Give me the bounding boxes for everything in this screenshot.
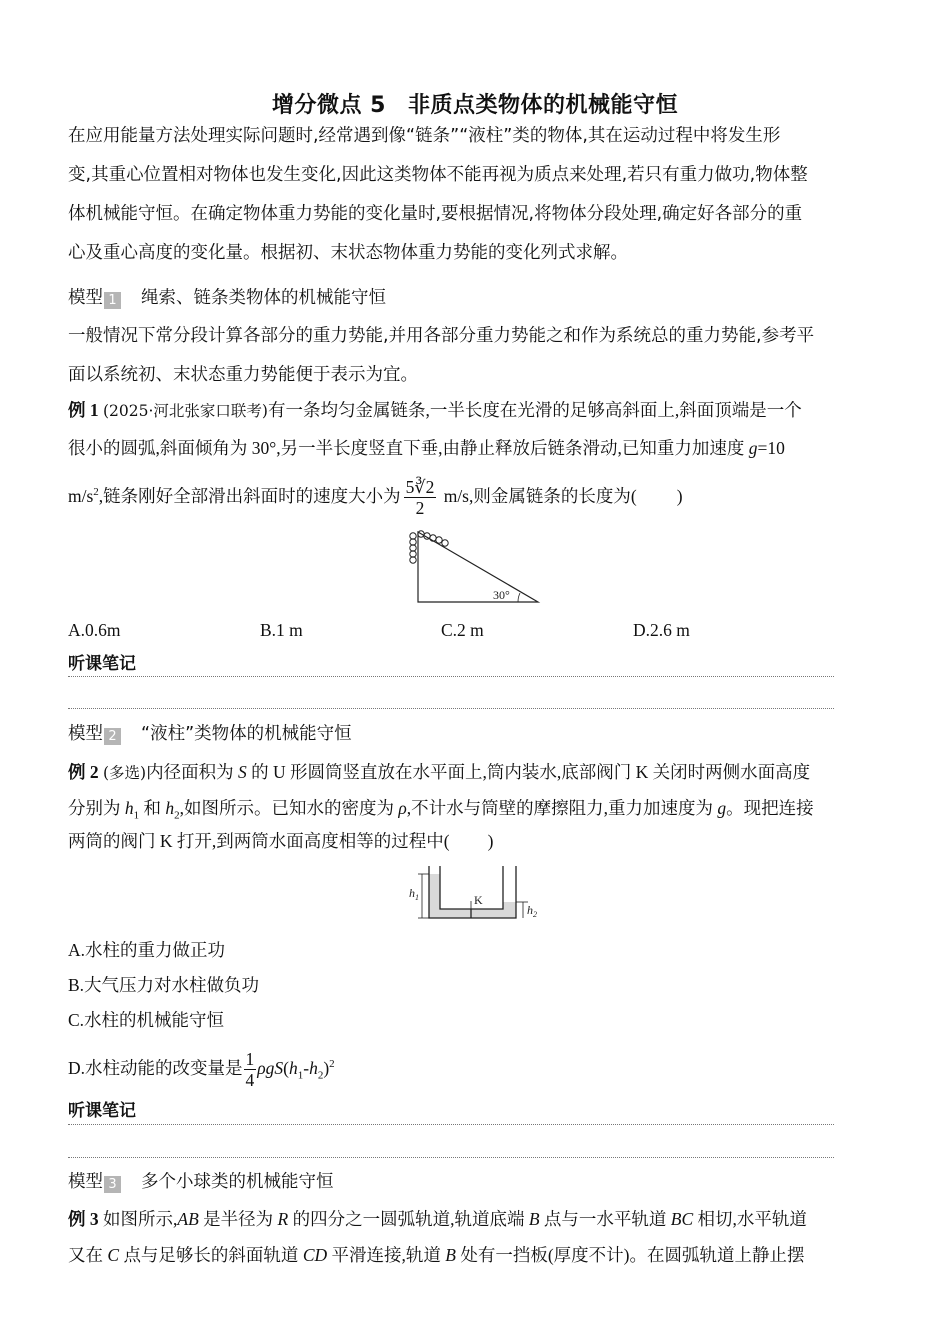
example-text: 点与一水平轨道 [539,1209,671,1229]
example-text: 内径面积为 [146,762,238,782]
example-source: (2025·河北张家口联考) [103,402,268,420]
example-text: 又在 [68,1245,108,1265]
h1-label: $h_1$ [409,886,419,902]
var-AB: AB [177,1209,199,1229]
option-b: B.1 m [260,620,303,640]
example-text: 平滑连接,轨道 [327,1245,446,1265]
example-text: 和 [139,798,166,818]
var-C: C [107,1245,120,1265]
intro-paragraph [68,117,886,273]
model-title: “液柱”类物体的机械能守恒 [141,724,352,744]
example2-line1 [68,760,810,785]
example-text: =10 [757,438,785,458]
superscript: 2 [329,1058,335,1070]
model-label: 模型 [68,724,103,744]
h2-label: $h_2$ [527,903,537,919]
example1-line3 [68,472,683,518]
var-g: g [717,798,727,818]
example-text: m/s,则金属链条的长度为( [439,485,637,506]
model1-heading [68,286,386,310]
var-CD: CD [302,1245,328,1265]
example-tag: (多选) [103,764,147,782]
example-text: ,链条刚好全部滑出斜面时的速度大小为 [98,485,401,506]
example3-line1 [68,1207,807,1231]
example-text: ) [676,485,683,506]
example1-line2 [68,436,785,460]
u-tube-diagram [404,864,546,924]
notes-line [68,1124,834,1125]
subscript: 1 [133,809,140,822]
example-text: m/s [68,485,94,506]
incline-chain-diagram [400,526,545,606]
var-S: S [237,762,247,782]
example1-line1 [68,398,802,423]
intro-line: 变,其重心位置相对物体也发生变化,因此这类物体不能再视为质点来处理,若只有重力做功,物体整 [68,165,808,185]
notes-line [68,1157,834,1158]
model-title: 绳索、链条类物体的机械能守恒 [141,288,386,308]
intro-line: 体机械能守恒。在确定物体重力势能的变化量时,要根据情况,将物体分段处理,确定好各部分的重 [68,204,803,224]
valve-label: K [474,893,483,907]
example-text: 的 U 形圆筒竖直放在水平面上,筒内装水,底部阀门 K 关闭时两侧水面高度 [246,762,811,782]
var-h: h [309,1057,318,1078]
chain-links [410,531,448,563]
example-text: 两筒的阀门 K 打开,到两筒水面高度相等的过程中( [68,831,450,851]
speed-fraction [404,477,437,518]
notes-line [68,708,834,709]
fraction-denominator: 4 [245,1070,255,1091]
example-label: 例 2 [68,762,99,782]
desc-line: 面以系统初、末状态重力势能便于表示为宜。 [68,365,418,385]
example-label: 例 3 [68,1209,99,1229]
option-d [68,1044,335,1095]
example-text: 有一条均匀金属链条,一半长度在光滑的足够高斜面上,斜面顶端是一个 [267,400,802,420]
quarter-fraction [244,1049,257,1090]
example2-line3 [68,829,493,853]
fraction-numerator: 5∛2 [405,477,435,498]
notes-line [68,676,834,677]
example-text: 处有一挡板(厚度不计)。在圆弧轨道上静止摆 [455,1245,805,1265]
title-sub: 非质点类物体的机械能守恒 [407,93,678,118]
model1-description [68,317,886,395]
minus: - [303,1057,310,1078]
model-label: 模型 [68,288,103,308]
example-text: 很小的圆弧,斜面倾角为 30°,另一半长度竖直下垂,由静止释放后链条滑动,已知重力加速度 [68,438,749,458]
option-text: D.水柱动能的改变量是 [68,1057,243,1078]
var-h: h [165,798,175,818]
example-text: 。现把连接 [726,798,814,818]
subscript: 2 [317,1069,324,1082]
example-text: 是半径为 [198,1209,278,1229]
paren: ) [323,1057,330,1078]
intro-line: 在应用能量方法处理实际问题时,经常遇到像“链条”“液柱”类的物体,其在运动过程中将发生形 [68,126,781,146]
example-text: 分别为 [68,798,125,818]
option-a: A.水柱的重力做正功 [68,940,226,960]
var-rho: ρ [398,798,407,818]
example-text: ) [487,831,494,851]
option-c: C.2 m [441,620,484,640]
fraction-denominator: 2 [415,498,425,519]
option-b: B.大气压力对水柱做负功 [68,975,260,995]
angle-arc [518,593,520,602]
model-number-badge: 1 [104,292,121,309]
option-c: C.水柱的机械能守恒 [68,1010,225,1030]
option-d: D.2.6 m [633,620,690,640]
example2-line2 [68,796,814,828]
model-title: 多个小球类的机械能守恒 [141,1172,334,1192]
example-text: 点与足够长的斜面轨道 [119,1245,303,1265]
model3-heading [68,1170,334,1194]
model-number-badge: 2 [104,728,121,745]
superscript: 2 [93,486,99,498]
var-R: R [277,1209,289,1229]
var-BC: BC [670,1209,694,1229]
model-number-badge: 3 [104,1176,121,1193]
incline-triangle [418,532,538,602]
notes-label: 听课笔记 [68,654,136,674]
example3-line2 [68,1243,804,1267]
example-text: ,如图所示。已知水的密度为 [179,798,399,818]
model2-heading [68,722,352,746]
example-label: 例 1 [68,400,99,420]
var-h: h [124,798,134,818]
paren: ( [283,1057,289,1078]
tube-inner-wall [440,866,503,909]
example-text: ,不计水与筒壁的摩擦阻力,重力加速度为 [406,798,718,818]
title-main: 增分微点 5 [272,93,386,118]
notes-label: 听课笔记 [68,1101,136,1121]
var-B: B [528,1209,540,1229]
var-B: B [445,1245,456,1265]
page-title [0,88,950,119]
subscript: 1 [297,1069,304,1082]
angle-label: 30° [493,588,510,602]
fraction-numerator: 1 [245,1049,255,1070]
formula-vars: ρgS [257,1057,284,1078]
example-text: 如图所示, [98,1209,178,1229]
var-g: g [748,438,758,458]
option-a: A.0.6m [68,620,121,640]
model-label: 模型 [68,1172,103,1192]
example-text: 的四分之一圆弧轨道,轨道底端 [288,1209,529,1229]
example-text: 相切,水平轨道 [693,1209,807,1229]
subscript: 2 [174,809,180,822]
var-h: h [289,1057,298,1078]
desc-line: 一般情况下常分段计算各部分的重力势能,并用各部分重力势能之和作为系统总的重力势能,参考平 [68,326,815,346]
intro-line: 心及重心高度的变化量。根据初、末状态物体重力势能的变化列式求解。 [68,243,628,263]
